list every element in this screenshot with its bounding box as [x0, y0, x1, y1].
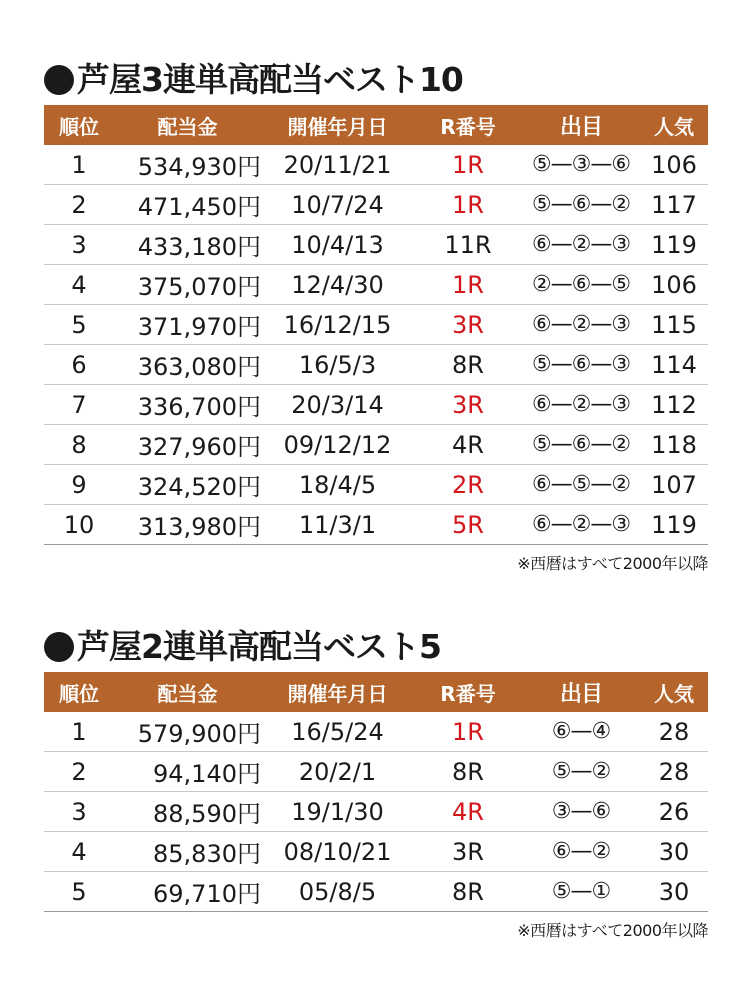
popularity-cell: 114: [651, 350, 697, 379]
payout-cell: 324,520円: [137, 473, 261, 501]
bullet-icon: [44, 65, 74, 95]
popularity-cell: 107: [651, 470, 697, 499]
race-cell: 1R: [452, 717, 484, 746]
header-payout: 配当金: [157, 681, 218, 706]
header-date: 開催年月日: [287, 681, 388, 706]
trifecta-note: ※西暦はすべて2000年以降: [517, 554, 708, 573]
popularity-cell: 106: [651, 270, 697, 299]
race-cell: 1R: [452, 270, 484, 299]
date-cell: 09/12/12: [283, 430, 392, 459]
popularity-cell: 30: [658, 837, 690, 866]
date-cell: 18/4/5: [298, 470, 377, 499]
outcome-cell: ⑥—④: [551, 719, 611, 744]
outcome-cell: ⑤—①: [551, 879, 611, 904]
outcome-cell: ⑥—②—③: [531, 232, 631, 257]
race-cell: 4R: [452, 430, 484, 459]
date-cell: 12/4/30: [291, 270, 384, 299]
date-cell: 05/8/5: [298, 877, 377, 906]
payout-cell: 85,830円: [153, 840, 261, 868]
rank-cell: 1: [71, 150, 87, 179]
outcome-cell: ⑤—③—⑥: [531, 152, 631, 177]
race-cell: 8R: [452, 757, 484, 786]
popularity-cell: 28: [658, 757, 690, 786]
date-cell: 11/3/1: [298, 510, 377, 539]
table-row: [44, 832, 708, 872]
popularity-cell: 28: [658, 717, 690, 746]
outcome-cell: ⑤—②: [551, 759, 611, 784]
popularity-cell: 112: [651, 390, 697, 419]
outcome-cell: ②—⑥—⑤: [531, 272, 631, 297]
header-race: R番号: [440, 114, 496, 139]
table-row: [44, 145, 708, 185]
header-popularity: 人気: [654, 114, 694, 139]
race-cell: 4R: [452, 797, 484, 826]
rank-cell: 3: [71, 797, 87, 826]
popularity-cell: 118: [651, 430, 697, 459]
rank-cell: 4: [71, 270, 87, 299]
payout-cell: 327,960円: [137, 433, 261, 461]
payout-cell: 371,970円: [137, 313, 261, 341]
exacta-section: [44, 627, 708, 941]
header-rank: 順位: [59, 681, 99, 706]
rank-cell: 5: [71, 310, 87, 339]
popularity-cell: 119: [651, 230, 697, 259]
race-cell: 3R: [452, 310, 484, 339]
popularity-cell: 119: [651, 510, 697, 539]
header-outcome: 出目: [559, 114, 602, 140]
popularity-cell: 26: [658, 797, 690, 826]
outcome-cell: ⑤—⑥—③: [531, 352, 631, 377]
date-cell: 10/7/24: [291, 190, 384, 219]
payout-cell: 433,180円: [137, 233, 261, 261]
race-cell: 8R: [452, 877, 484, 906]
header-race: R番号: [440, 681, 496, 706]
trifecta-section: [44, 60, 708, 574]
payout-cell: 336,700円: [137, 393, 261, 421]
outcome-cell: ⑥—②—③: [531, 312, 631, 337]
header-date: 開催年月日: [287, 114, 388, 139]
payout-cell: 579,900円: [137, 720, 261, 748]
trifecta-body: [44, 145, 708, 545]
race-cell: 2R: [452, 470, 484, 499]
date-cell: 20/2/1: [298, 757, 377, 786]
outcome-cell: ⑥—⑤—②: [531, 472, 631, 497]
rank-cell: 3: [71, 230, 87, 259]
popularity-cell: 117: [651, 190, 697, 219]
rank-cell: 9: [71, 470, 87, 499]
table-row: [44, 385, 708, 425]
header-outcome: 出目: [559, 681, 602, 707]
popularity-cell: 30: [658, 877, 690, 906]
rank-cell: 4: [71, 837, 87, 866]
rank-cell: 6: [71, 350, 87, 379]
table-row: [44, 305, 708, 345]
race-cell: 5R: [452, 510, 484, 539]
header-payout: 配当金: [157, 114, 218, 139]
bullet-icon: [44, 632, 74, 662]
outcome-cell: ⑥—②—③: [531, 392, 631, 417]
payout-cell: 471,450円: [137, 193, 261, 221]
payout-cell: 313,980円: [137, 513, 261, 541]
exacta-body: [44, 712, 708, 912]
payout-cell: 534,930円: [137, 153, 261, 181]
table-row: [44, 465, 708, 505]
date-cell: 16/5/24: [291, 717, 384, 746]
date-cell: 16/12/15: [283, 310, 392, 339]
race-cell: 11R: [444, 230, 492, 259]
header-popularity: 人気: [654, 681, 694, 706]
payout-cell: 88,590円: [153, 800, 261, 828]
table-row: [44, 185, 708, 225]
exacta-note: ※西暦はすべて2000年以降: [517, 921, 708, 940]
trifecta-title: [44, 60, 708, 100]
date-cell: 20/3/14: [291, 390, 384, 419]
payout-cell: 375,070円: [137, 273, 261, 301]
race-cell: 3R: [452, 390, 484, 419]
rank-cell: 5: [71, 877, 87, 906]
rank-cell: 7: [71, 390, 87, 419]
race-cell: 8R: [452, 350, 484, 379]
date-cell: 16/5/3: [298, 350, 377, 379]
rank-cell: 1: [71, 717, 87, 746]
table-row: [44, 752, 708, 792]
race-cell: 1R: [452, 190, 484, 219]
popularity-cell: 115: [651, 310, 697, 339]
popularity-cell: 106: [651, 150, 697, 179]
trifecta-header-row: [44, 105, 708, 145]
table-row: [44, 505, 708, 545]
table-row: [44, 425, 708, 465]
rank-cell: 10: [63, 510, 95, 539]
race-cell: 1R: [452, 150, 484, 179]
table-row: [44, 872, 708, 912]
outcome-cell: ⑤—⑥—②: [531, 192, 631, 217]
outcome-cell: ③—⑥: [551, 799, 611, 824]
date-cell: 10/4/13: [291, 230, 384, 259]
table-row: [44, 225, 708, 265]
outcome-cell: ⑥—②: [551, 839, 611, 864]
outcome-cell: ⑤—⑥—②: [531, 432, 631, 457]
exacta-title-text: 芦屋2連単高配当ベスト5: [77, 627, 441, 666]
date-cell: 08/10/21: [283, 837, 392, 866]
exacta-title: [44, 627, 708, 667]
table-row: [44, 712, 708, 752]
table-row: [44, 792, 708, 832]
payout-cell: 94,140円: [153, 760, 261, 788]
table-row: [44, 265, 708, 305]
exacta-header-row: [44, 672, 708, 712]
table-row: [44, 345, 708, 385]
header-rank: 順位: [59, 114, 99, 139]
rank-cell: 2: [71, 757, 87, 786]
date-cell: 20/11/21: [283, 150, 392, 179]
payout-cell: 363,080円: [137, 353, 261, 381]
outcome-cell: ⑥—②—③: [531, 512, 631, 537]
trifecta-title-text: 芦屋3連単高配当ベスト10: [77, 60, 463, 99]
race-cell: 3R: [452, 837, 484, 866]
payout-cell: 69,710円: [153, 880, 261, 908]
rank-cell: 8: [71, 430, 87, 459]
date-cell: 19/1/30: [291, 797, 384, 826]
rank-cell: 2: [71, 190, 87, 219]
